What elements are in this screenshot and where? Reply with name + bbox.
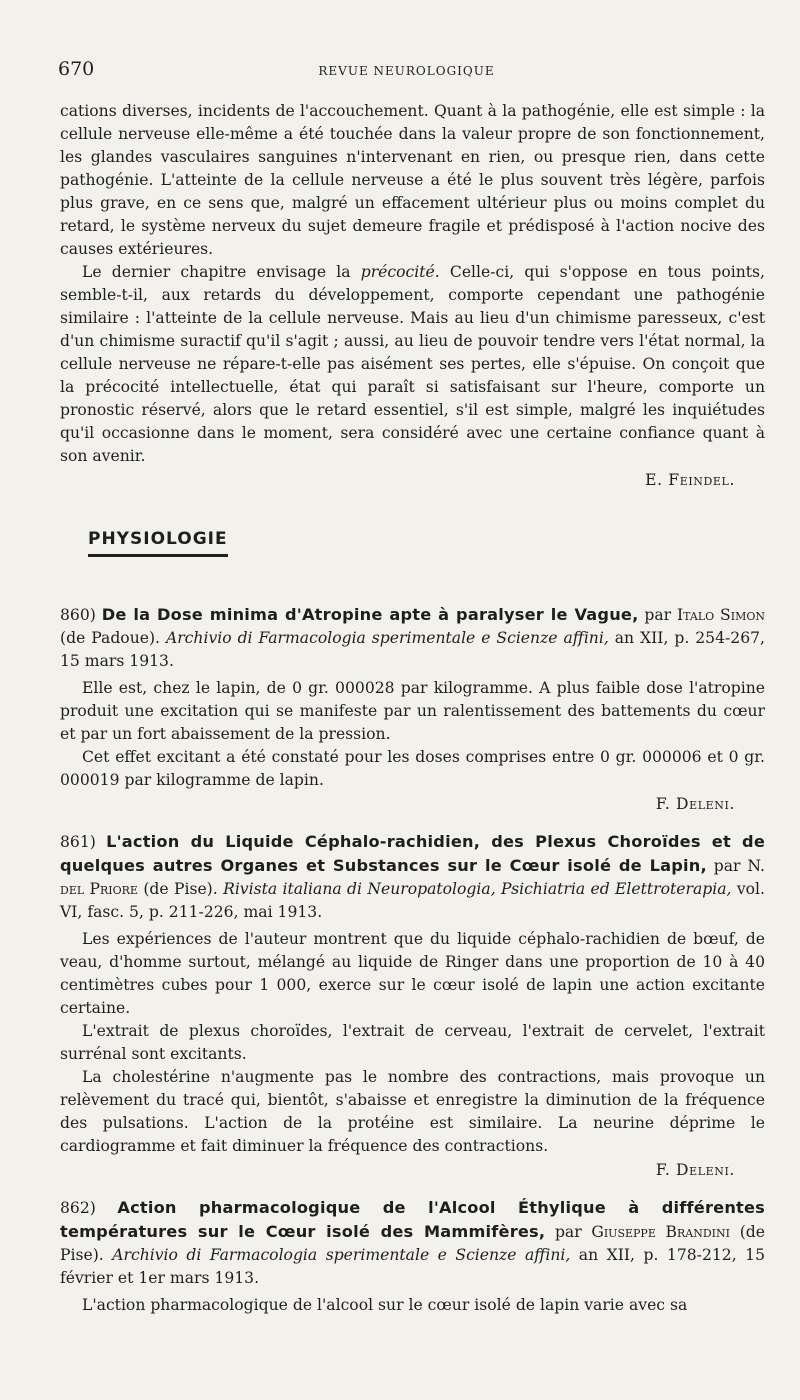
article-header [60, 603, 765, 673]
article-by: par [545, 1223, 592, 1241]
article-by: par [706, 857, 748, 875]
article-header [60, 1196, 765, 1290]
article-paragraph: Les expériences de l'auteur montrent que du liquide céphalo-rachidien de bœuf, de veau, d'homme surtout, mélangé au liquide de Ringer dans une proportion de 10 à 40 centimètres cubes pour 1 000, exerce sur le cœur isolé de lapin une action excitante certaine. [60, 930, 765, 1017]
article-paragraph: Elle est, chez le lapin, de 0 gr. 000028 par kilogramme. A plus faible dose l'atropine produit une excitation qui se manifeste par un ralentissement des battements du cœur et par un fort abaissement de la pression. [60, 679, 765, 743]
article-number: 860) [60, 606, 96, 624]
section-heading: PHYSIOLOGIE [88, 529, 228, 557]
journal-title: Archivio di Farmacologia sperimentale e Scienze affini, [112, 1246, 571, 1264]
article-reference-details: vol. VI, fasc. 5, p. 211-226, mai 1913. [60, 880, 765, 921]
article-by: par [638, 606, 677, 624]
intro-paragraph [60, 261, 765, 468]
journal-title: Rivista italiana di Neuropatologia, Psichiatria ed Elettroterapia, [223, 880, 732, 898]
text-run: Le dernier chapitre envisage la [82, 263, 361, 281]
text-run: . Celle-ci, qui s'oppose en tous points, semble-t-il, aux retards du développement, comporte cependant une pathogénie similaire : l'atteinte de la cellule nerveuse. Mais au lieu d'un chimisme paresseux, c'est d'un chimisme suractif qu'il s'agit ; aussi, au lieu de pouvoir tendre vers l'état normal, la cellule nerveuse ne répare-t-elle pas aisément ses pertes, elle s'épuise. On conçoit que la précocité intellectuelle, état qui paraît si satisfaisant sur l'heure, comporte un pronostic réservé, alors que le retard essentiel, s'il est simple, malgré les inquiétudes qu'il occasionne dans le moment, sera considéré avec une certaine confiance quant à son avenir. [60, 263, 765, 465]
article-reference: (de Padoue). [60, 629, 166, 647]
page-header [58, 58, 755, 88]
article-paragraph: L'action pharmacologique de l'alcool sur le cœur isolé de lapin varie avec sa [82, 1296, 688, 1314]
article-861 [60, 830, 765, 1182]
article-860 [60, 603, 765, 816]
article-author: Italo Simon [676, 606, 765, 624]
article-paragraph: La cholestérine n'augmente pas le nombre des contractions, mais provoque un relèvement du tracé qui, bientôt, s'abaisse et enregistre la diminution de la fréquence des pulsations. L'action de la protéine est similaire. La neurine déprime le cardiogramme et fait diminuer la fréquence des contractions. [60, 1068, 765, 1155]
page-body [60, 100, 765, 1317]
running-title: REVUE NEUROLOGIQUE [318, 64, 495, 78]
article-paragraph: Cet effet excitant a été constaté pour les doses comprises entre 0 gr. 000006 et 0 gr. 000019 par kilogramme de lapin. [60, 748, 765, 789]
article-reference: (de Pise). [137, 880, 224, 898]
review-signature: E. Feindel. [645, 471, 735, 489]
section-heading-wrap [88, 529, 228, 557]
article-reference-details: an XII, p. 254-267, 15 mars 1913. [60, 629, 765, 670]
page-number: 670 [58, 58, 95, 80]
article-title: De la Dose minima d'Atropine apte à paralyser le Vague, [101, 605, 639, 624]
article-signature: F. Deleni. [655, 1161, 735, 1179]
article-862 [60, 1196, 765, 1317]
article-reference: (de Pise). [60, 1223, 765, 1264]
article-number: 862) [60, 1199, 96, 1217]
article-header [60, 830, 765, 924]
article-author: Giuseppe Brandini [591, 1223, 730, 1241]
article-author: N. del Priore [60, 857, 765, 898]
article-number: 861) [60, 833, 96, 851]
article-title: Action pharmacologique de l'Alcool Éthylique à différentes températures sur le Cœur isolé des Mammifères, [60, 1198, 765, 1241]
article-reference-details: an XII, p. 178-212, 15 février et 1er mars 1913. [60, 1246, 765, 1287]
intro-paragraph: cations diverses, incidents de l'accouchement. Quant à la pathogénie, elle est simple : la cellule nerveuse elle-même a été touchée dans la valeur propre de son fonctionnement, les glandes vasculaires sanguines n'intervenant en rien, ou presque rien, dans cette pathogénie. L'atteinte de la cellule nerveuse a été le plus souvent très légère, parfois plus grave, en ce sens que, malgré un effacement ultérieur plus ou moins complet du retard, le système nerveux du sujet demeure fragile et prédisposé à l'action nocive des causes extérieures. [60, 102, 765, 258]
emphasis: précocité [360, 263, 435, 281]
journal-title: Archivio di Farmacologia sperimentale e Scienze affini, [165, 629, 609, 647]
article-title: L'action du Liquide Céphalo-rachidien, des Plexus Choroïdes et de quelques autres Organes et Substances sur le Cœur isolé de Lapin, [60, 832, 765, 875]
article-signature: F. Deleni. [655, 795, 735, 813]
article-paragraph: L'extrait de plexus choroïdes, l'extrait de cerveau, l'extrait de cervelet, l'extrait surrénal sont excitants. [60, 1022, 765, 1063]
